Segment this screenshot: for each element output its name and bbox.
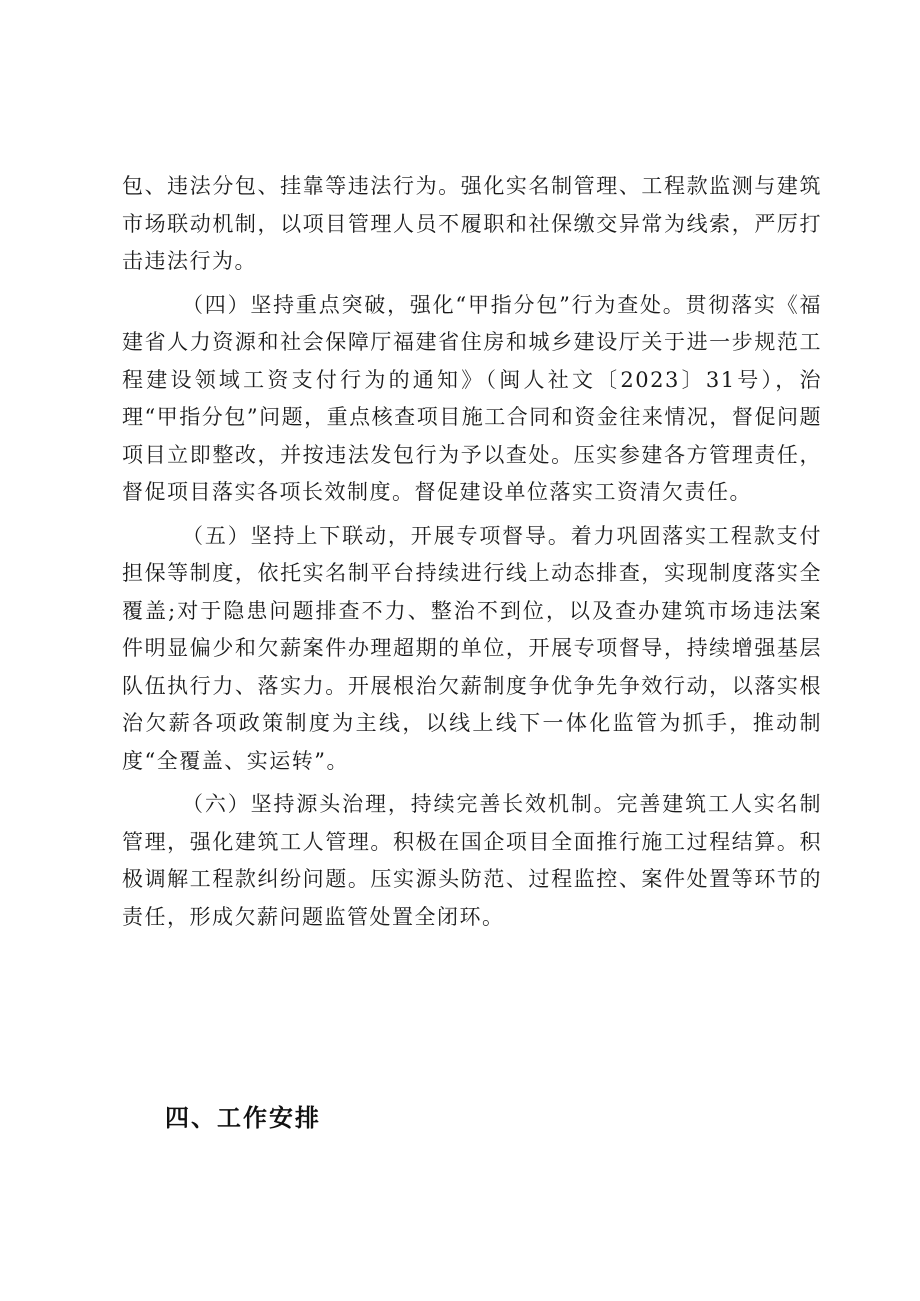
paragraph-continuation: 包、违法分包、挂靠等违法行为。强化实名制管理、工程款监测与建筑市场联动机制，以项目管理人员不履职和社保缴交异常为线索，严厉打击违法行为。 xyxy=(122,174,822,273)
paragraph-item-6: （六）坚持源头治理，持续完善长效机制。完善建筑工人实名制管理，强化建筑工人管理。积极在国企项目全面推行施工过程结算。积极调解工程款纠纷问题。压实源头防范、过程监控、案件处置等环节的责任，形成欠薪问题监管处置全闭环。 xyxy=(122,792,822,929)
paragraph-item-5: （五）坚持上下联动，开展专项督导。着力巩固落实工程款支付担保等制度，依托实名制平台持续进行线上动态排查，实现制度落实全覆盖;对于隐患问题排查不力、整治不到位，以及查办建筑市场违法案件明显偏少和欠薪案件办理超期的单位，开展专项督导，持续增强基层队伍执行力、落实力。开展根治欠薪制度争优争先争效行动，以落实根治欠薪各项政策制度为主线，以线上线下一体化监管为抓手，推动制度“全覆盖、实运转”。 xyxy=(122,523,822,773)
paragraph-item-4: （四）坚持重点突破，强化“甲指分包”行为查处。贯彻落实《福建省人力资源和社会保障厅福建省住房和城乡建设厅关于进一步规范工程建设领域工资支付行为的通知》（闽人社文〔2023〕31号），治理“甲指分包”问题，重点核查项目施工合同和资金往来情况，督促问题项目立即整改，并按违法发包行为予以查处。压实参建各方管理责任，督促项目落实各项长效制度。督促建设单位落实工资清欠责任。 xyxy=(122,292,822,504)
body-text xyxy=(122,168,822,936)
section-heading: 四、工作安排 xyxy=(165,1104,321,1132)
